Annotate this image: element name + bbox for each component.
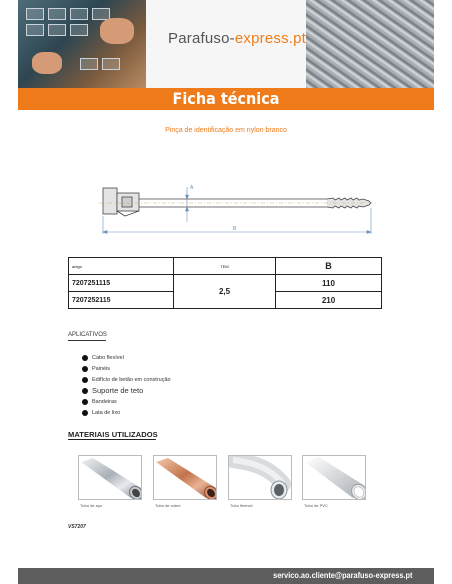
- materials-divider: [68, 439, 156, 440]
- length-value: 210: [276, 292, 382, 309]
- dimension-b-label: B: [233, 226, 237, 232]
- material-label: Tubo de cobre: [155, 503, 181, 508]
- cable-tie-icon: [103, 188, 371, 216]
- materials-title: MATERIAIS UTILIZADOS: [68, 430, 158, 439]
- flexible-pipe-icon: [228, 455, 292, 500]
- bullet-icon: [82, 377, 88, 383]
- table-header-row: [69, 258, 382, 275]
- list-item: Suporte de teto: [82, 385, 171, 396]
- customer-service-email-link[interactable]: servico.ao.cliente@parafuso-express.pt: [272, 571, 412, 580]
- header-photo-screws: [306, 0, 434, 88]
- bullet-icon: [82, 399, 88, 405]
- bullet-icon: [82, 388, 88, 394]
- length-value: 110: [276, 275, 382, 292]
- bullet-icon: [82, 355, 88, 361]
- steel-pipe-icon: [78, 455, 142, 500]
- dimension-a-label: A: [190, 185, 194, 191]
- footer: [18, 568, 434, 584]
- article-code: 7207251115: [69, 275, 174, 292]
- document-code: VS7207: [68, 524, 86, 530]
- bullet-icon: [82, 410, 88, 416]
- list-item: Lata de lixo: [82, 407, 171, 418]
- table-row: [69, 275, 382, 292]
- copper-pipe-icon: [153, 455, 217, 500]
- header-b: B: [276, 258, 382, 275]
- header: [18, 0, 434, 88]
- header-tem: TEM: [174, 258, 276, 275]
- applications-title: APLICATIVOS: [68, 332, 107, 338]
- list-item: Painéis: [82, 363, 171, 374]
- material-label: Tubo de PVC: [304, 503, 328, 508]
- applications-divider: [68, 340, 106, 341]
- header-photo-tools: [18, 0, 146, 88]
- list-item: Bandeiras: [82, 396, 171, 407]
- site-logo[interactable]: Parafuso-express.pt: [168, 30, 307, 47]
- applications-list: [82, 352, 171, 418]
- header-artigo: artigo: [69, 258, 174, 275]
- spec-table: [68, 257, 382, 309]
- material-label: Tubo flexível: [230, 503, 253, 508]
- pvc-pipe-icon: [302, 455, 366, 500]
- product-name: Pinça de identificação em nylon branco: [165, 127, 287, 134]
- list-item: Cabo flexível: [82, 352, 171, 363]
- list-item: Edifício de betão em construção: [82, 374, 171, 385]
- bullet-icon: [82, 366, 88, 372]
- material-label: Tubo de aço: [80, 503, 103, 508]
- title-banner: [18, 88, 434, 110]
- page-title: Ficha técnica: [172, 89, 280, 108]
- cable-tie-drawing: [95, 178, 380, 234]
- article-code: 7207252115: [69, 292, 174, 309]
- shared-width-value: 2,5: [174, 275, 276, 309]
